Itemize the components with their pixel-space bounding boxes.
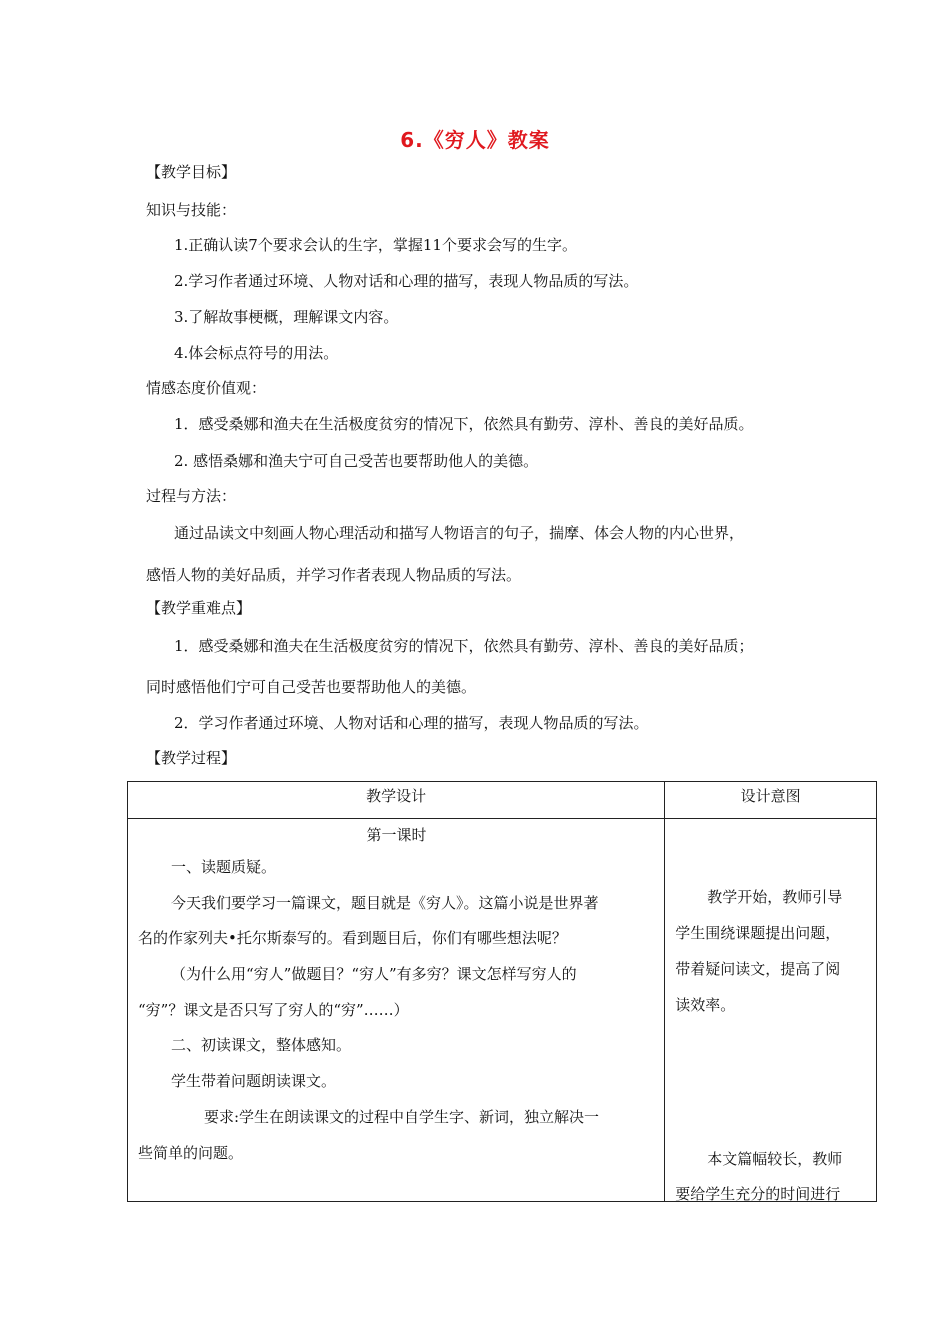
design-intent-cell bbox=[665, 819, 877, 1202]
process-heading: 【教学过程】 bbox=[146, 749, 237, 767]
step-heading: 二、初读课文，整体感知。 bbox=[171, 1036, 352, 1054]
table-header-row bbox=[128, 782, 877, 819]
design-line: 要求:学生在朗读课文的过程中自学生字、新词，独立解决一 bbox=[204, 1108, 600, 1126]
intent-line: 要给学生充分的时间进行 bbox=[675, 1185, 841, 1203]
design-line: 名的作家列夫•托尔斯泰写的。看到题目后，你们有哪些想法呢？ bbox=[138, 929, 567, 947]
table-row bbox=[128, 819, 877, 1202]
design-line: 今天我们要学习一篇课文，题目就是《穷人》。这篇小说是世界著 bbox=[171, 894, 599, 912]
knowledge-heading: 知识与技能： bbox=[146, 201, 237, 219]
process-method-line: 通过品读文中刻画人物心理活动和描写人物语言的句子，揣摩、体会人物的内心世界， bbox=[174, 524, 745, 542]
key-points-line: 1．感受桑娜和渔夫在生活极度贫穷的情况下，依然具有勤劳、淳朴、善良的美好品质； bbox=[174, 637, 754, 655]
header-teaching-design: 教学设计 bbox=[128, 782, 665, 819]
process-method-heading: 过程与方法： bbox=[146, 487, 237, 505]
design-line: “穷”？课文是否只写了穷人的“穷”……） bbox=[138, 1001, 409, 1019]
lesson-label: 第一课时 bbox=[366, 826, 427, 844]
design-line: 学生带着问题朗读课文。 bbox=[171, 1072, 337, 1090]
intent-line: 本文篇幅较长，教师 bbox=[707, 1150, 843, 1168]
key-points-line: 2．学习作者通过环境、人物对话和心理的描写，表现人物品质的写法。 bbox=[174, 714, 649, 732]
step-heading: 一、读题质疑。 bbox=[171, 858, 277, 876]
knowledge-item: 4.体会标点符号的用法。 bbox=[174, 344, 339, 362]
emotion-item: 1．感受桑娜和渔夫在生活极度贫穷的情况下，依然具有勤劳、淳朴、善良的美好品质。 bbox=[174, 415, 754, 433]
header-design-intent: 设计意图 bbox=[665, 782, 877, 819]
design-line: 些简单的问题。 bbox=[138, 1144, 244, 1162]
key-points-heading: 【教学重难点】 bbox=[146, 599, 252, 617]
emotion-heading: 情感态度价值观： bbox=[146, 379, 267, 397]
teaching-design-cell bbox=[128, 819, 665, 1202]
objectives-heading: 【教学目标】 bbox=[146, 163, 237, 181]
emotion-item: 2. 感悟桑娜和渔夫宁可自己受苦也要帮助他人的美德。 bbox=[174, 452, 539, 470]
page-title: 6.《穷人》教案 bbox=[400, 128, 550, 152]
intent-line: 带着疑问读文，提高了阅 bbox=[675, 960, 841, 978]
key-points-line: 同时感悟他们宁可自己受苦也要帮助他人的美德。 bbox=[146, 678, 477, 696]
knowledge-item: 2.学习作者通过环境、人物对话和心理的描写，表现人物品质的写法。 bbox=[174, 272, 639, 290]
intent-line: 教学开始，教师引导 bbox=[707, 888, 843, 906]
intent-line: 读效率。 bbox=[675, 996, 736, 1014]
teaching-process-table bbox=[127, 781, 877, 1202]
knowledge-item: 3.了解故事梗概，理解课文内容。 bbox=[174, 308, 399, 326]
process-method-line: 感悟人物的美好品质，并学习作者表现人物品质的写法。 bbox=[146, 566, 522, 584]
intent-line: 学生围绕课题提出问题， bbox=[675, 924, 841, 942]
knowledge-item: 1.正确认读7个要求会认的生字，掌握11个要求会写的生字。 bbox=[174, 236, 577, 254]
design-line: （为什么用“穷人”做题目？“穷人”有多穷？课文怎样写穷人的 bbox=[171, 965, 577, 983]
